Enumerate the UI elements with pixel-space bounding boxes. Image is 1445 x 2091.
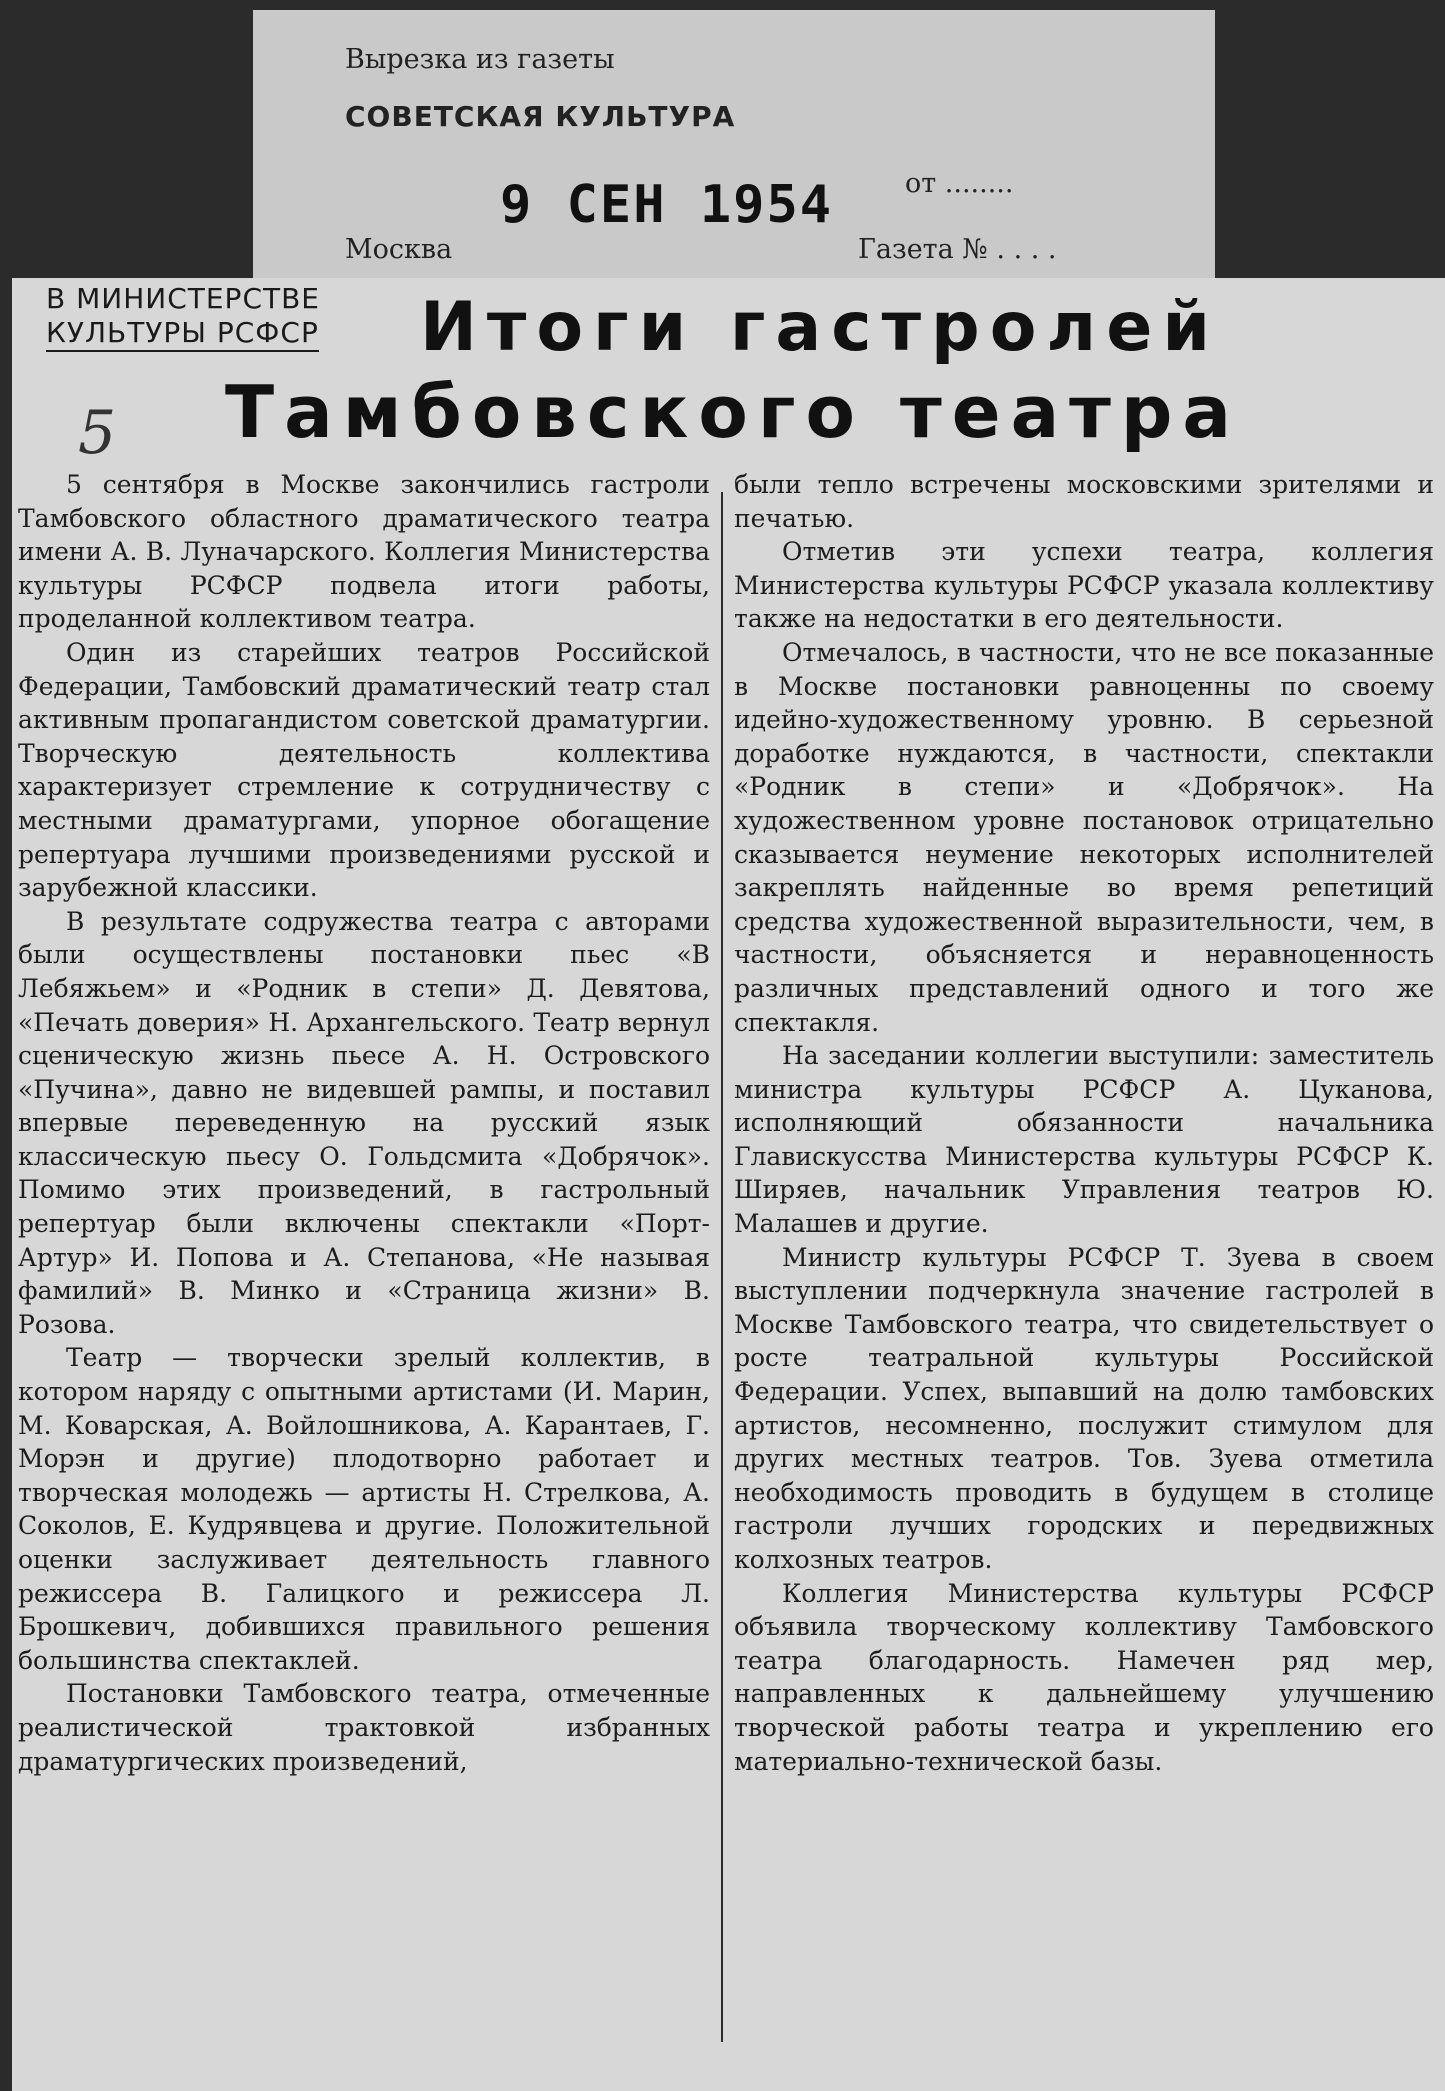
paragraph: Один из старейших театров Российской Федерации, Тамбовский драматический театр стал активным пропагандистом советской драматургии. Творческую деятельность коллектива характеризует стремление к сотрудничеству с местными драматургами, упорное обогащение репертуара лучшими произведениями русской и зарубежной классики. [18, 637, 710, 903]
paragraph: Театр — творчески зрелый коллектив, в котором наряду с опытными артистами (И. Марин, М. Коварская, А. Войлошникова, А. Карантаев, Г. Морэн и другие) плодотворно работает и творческая молодежь — артисты Н. Стрелкова, А. Соколов, Е. Кудрявцева и другие. Положительной оценки заслуживает деятельность главного режиссера В. Галицкого и режиссера Л. Брошкевич, добившихся правильного решения большинства спектаклей. [18, 1343, 710, 1675]
stamp-from: от ........ [905, 168, 1014, 199]
paragraph: 5 сентября в Москве закончились гастроли Тамбовского областного драматического театра имени А. В. Луначарского. Коллегия Министерства культуры РСФСР подвела итоги работы, проделанной коллективом театра. [18, 470, 710, 634]
article-column-right [734, 468, 1434, 1778]
paragraph: На заседании коллегии выступили: заместитель министра культуры РСФСР А. Цуканова, исполняющий обязанности начальника Главискусства Министерства культуры РСФСР К. Ширяев, начальник Управления театров Ю. Малашев и другие. [734, 1041, 1434, 1239]
paragraph: В результате содружества театра с авторами были осуществлены постановки пьес «В Лебяжьем» и «Родник в степи» Д. Девятова, «Печать доверия» Н. Архангельского. Театр вернул сценическую жизнь пьесе А. Н. Островского «Пучина», давно не видевшей рампы, и поставил впервые переведенную на русский язык классическую пьесу О. Гольдсмита «Добрячок». Помимо этих произведений, в гастрольный репертуар были включены спектакли «Порт-Артур» И. Попова и А. Степанова, «Не называя фамилий» В. Минко и «Страница жизни» В. Розова. [18, 906, 710, 1339]
rubric-line-2: КУЛЬТУРЫ РСФСР [46, 316, 319, 352]
stamp-label: Вырезка из газеты [345, 44, 615, 75]
paragraph: Коллегия Министерства культуры РСФСР объявила творческому коллективу Тамбовского театра благодарность. Намечен ряд мер, направленных к дальнейшему улучшению творческой работы театра и укреплению его материально-технической базы. [734, 1578, 1434, 1776]
stamp-city: Москва [345, 234, 453, 265]
handwritten-mark: 5 [78, 398, 117, 468]
paragraph: Постановки Тамбовского театра, отмеченные реалистической трактовкой избранных драматургических произведений, [18, 1679, 710, 1776]
column-divider [721, 492, 723, 2042]
article-column-left [18, 468, 710, 1778]
rubric [46, 282, 320, 352]
stamp-publication: СОВЕТСКАЯ КУЛЬТУРА [345, 100, 736, 133]
paragraph: Отметив эти успехи театра, коллегия Министерства культуры РСФСР указала коллективу также на недостатки в его деятельности. [734, 537, 1434, 634]
paragraph: Министр культуры РСФСР Т. Зуева в своем выступлении подчеркнула значение гастролей в Москве Тамбовского театра, что свидетельствует о росте театральной культуры Российской Федерации. Успех, выпавший на долю тамбовских артистов, несомненно, послужит стимулом для других местных театров. Тов. Зуева отметила необходимость проводить в будущем в столице гастроли лучших городских и передвижных колхозных театров. [734, 1242, 1434, 1574]
stamp-date: 9 СЕН 1954 [500, 175, 834, 235]
paragraph: были тепло встречены московскими зрителями и печатью. [734, 470, 1434, 533]
rubric-line-1: В МИНИСТЕРСТВЕ [46, 282, 320, 315]
stamp-issue: Газета № . . . . [858, 234, 1057, 265]
headline-line-2: Тамбовского театра [225, 370, 1242, 454]
headline-line-1: Итоги гастролей [420, 288, 1220, 367]
paragraph: Отмечалось, в частности, что не все показанные в Москве постановки равноценны по своему идейно-художественному уровню. В серьезной доработке нуждаются, в частности, спектакли «Родник в степи» и «Добрячок». На художественном уровне постановок отрицательно сказывается неумение некоторых исполнителей закреплять найденные во время репетиций средства художественной выразительности, чем, в частности, объясняется и неравноценность различных представлений одного и того же спектакля. [734, 637, 1434, 1037]
